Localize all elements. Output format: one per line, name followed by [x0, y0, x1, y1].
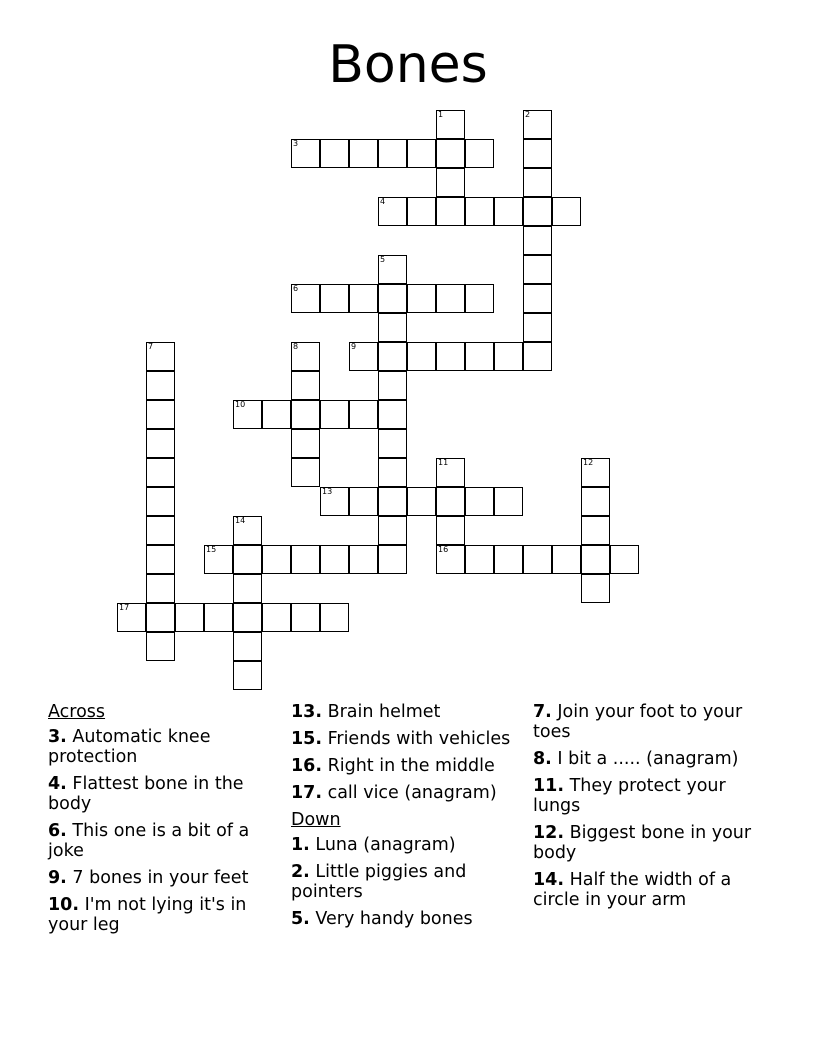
grid-cell[interactable]: [494, 545, 523, 574]
grid-cell[interactable]: [552, 545, 581, 574]
clue-number: 2: [525, 110, 531, 119]
clue-item-text: Brain helmet: [322, 702, 441, 722]
grid-cell[interactable]: [320, 545, 349, 574]
grid-cell[interactable]: [146, 574, 175, 603]
clue-item: [291, 862, 516, 902]
grid-cell[interactable]: [146, 371, 175, 400]
clue-item-text: Little piggies and pointers: [291, 862, 467, 902]
clue-item: [48, 895, 273, 935]
clue-item-text: Biggest bone in your body: [533, 823, 752, 863]
grid-cell[interactable]: [436, 284, 465, 313]
grid-cell[interactable]: [320, 487, 349, 516]
clue-number: 10: [235, 400, 246, 409]
clue-item: [48, 868, 273, 888]
grid-cell[interactable]: [291, 139, 320, 168]
grid-cell[interactable]: [233, 400, 262, 429]
clue-number: 1: [438, 110, 444, 119]
clue-item-text: This one is a bit of a joke: [48, 821, 250, 861]
grid-cell[interactable]: [378, 284, 407, 313]
grid-cell[interactable]: [407, 487, 436, 516]
grid-cell[interactable]: [523, 284, 552, 313]
clue-item-number: 15.: [291, 729, 323, 749]
grid-cell[interactable]: [233, 545, 262, 574]
clue-item-number: 4.: [48, 774, 67, 794]
clue-number: 11: [438, 458, 449, 467]
grid-cell[interactable]: [436, 487, 465, 516]
clue-item: [533, 870, 763, 910]
grid-cell[interactable]: [407, 284, 436, 313]
clue-item: [533, 776, 763, 816]
clue-item-number: 16.: [291, 756, 323, 776]
clue-item-number: 17.: [291, 783, 323, 803]
across-heading: Across: [48, 702, 106, 722]
grid-cell[interactable]: [436, 168, 465, 197]
grid-cell[interactable]: [349, 487, 378, 516]
grid-cell[interactable]: [378, 197, 407, 226]
clue-item-number: 13.: [291, 702, 323, 722]
clue-item: [533, 823, 763, 863]
clue-item: [48, 774, 273, 814]
grid-cell[interactable]: [291, 400, 320, 429]
clue-item: [291, 909, 516, 929]
grid-cell[interactable]: [146, 487, 175, 516]
grid-cell[interactable]: [523, 197, 552, 226]
clue-item: [291, 783, 516, 803]
grid-cell[interactable]: [233, 661, 262, 690]
grid-cell[interactable]: [320, 603, 349, 632]
clue-item-number: 1.: [291, 835, 310, 855]
clue-number: 9: [351, 342, 357, 351]
grid-cell[interactable]: [378, 342, 407, 371]
clue-number: 4: [380, 197, 386, 206]
grid-cell[interactable]: [436, 197, 465, 226]
clue-item-number: 3.: [48, 727, 67, 747]
grid-cell[interactable]: [117, 603, 146, 632]
grid-cell[interactable]: [523, 168, 552, 197]
clue-item-number: 10.: [48, 895, 80, 915]
clue-number: 16: [438, 545, 449, 554]
grid-cell[interactable]: [407, 139, 436, 168]
grid-cell[interactable]: [291, 371, 320, 400]
grid-cell[interactable]: [349, 284, 378, 313]
puzzle-title: Bones: [328, 35, 488, 95]
clue-item-text: I'm not lying it's in your leg: [48, 895, 247, 935]
grid-cell[interactable]: [291, 284, 320, 313]
clue-item-text: Luna (anagram): [309, 835, 456, 855]
clue-item-text: I bit a ..... (anagram): [551, 749, 739, 769]
grid-cell[interactable]: [436, 516, 465, 545]
clue-number: 13: [322, 487, 333, 496]
grid-cell[interactable]: [523, 545, 552, 574]
clue-item-text: Half the width of a circle in your arm: [533, 870, 732, 910]
grid-cell[interactable]: [523, 342, 552, 371]
clue-number: 17: [119, 603, 130, 612]
grid-cell[interactable]: [465, 197, 494, 226]
grid-cell[interactable]: [436, 545, 465, 574]
clue-item-number: 11.: [533, 776, 565, 796]
grid-cell[interactable]: [465, 487, 494, 516]
grid-cell[interactable]: [349, 342, 378, 371]
grid-cell[interactable]: [378, 255, 407, 284]
clue-item-number: 7.: [533, 702, 552, 722]
clue-item-number: 2.: [291, 862, 310, 882]
grid-cell[interactable]: [407, 342, 436, 371]
clues-column-1: [48, 702, 273, 942]
grid-cell[interactable]: [378, 545, 407, 574]
grid-cell[interactable]: [146, 545, 175, 574]
grid-cell[interactable]: [233, 632, 262, 661]
clue-item: [533, 749, 763, 769]
grid-cell[interactable]: [349, 139, 378, 168]
grid-cell[interactable]: [523, 255, 552, 284]
grid-cell[interactable]: [175, 603, 204, 632]
clue-item-text: Friends with vehicles: [322, 729, 511, 749]
grid-cell[interactable]: [233, 603, 262, 632]
grid-cell[interactable]: [291, 429, 320, 458]
grid-cell[interactable]: [523, 313, 552, 342]
clue-number: 5: [380, 255, 386, 264]
grid-cell[interactable]: [581, 516, 610, 545]
clue-item: [48, 727, 273, 767]
clue-item: [48, 821, 273, 861]
grid-cell[interactable]: [349, 400, 378, 429]
grid-cell[interactable]: [262, 603, 291, 632]
clue-item-text: Flattest bone in the body: [48, 774, 244, 814]
grid-cell[interactable]: [204, 603, 233, 632]
grid-cell[interactable]: [581, 545, 610, 574]
grid-cell[interactable]: [146, 429, 175, 458]
clue-item: [291, 835, 516, 855]
clue-item-text: Very handy bones: [309, 909, 473, 929]
grid-cell[interactable]: [320, 139, 349, 168]
grid-cell[interactable]: [146, 400, 175, 429]
clue-item-number: 6.: [48, 821, 67, 841]
grid-cell[interactable]: [494, 197, 523, 226]
grid-cell[interactable]: [378, 139, 407, 168]
clue-item-number: 12.: [533, 823, 565, 843]
grid-cell[interactable]: [146, 458, 175, 487]
grid-cell[interactable]: [552, 197, 581, 226]
clue-number: 8: [293, 342, 299, 351]
grid-cell[interactable]: [320, 400, 349, 429]
clues-column-2: [291, 702, 516, 936]
clue-number: 6: [293, 284, 299, 293]
grid-cell[interactable]: [378, 371, 407, 400]
grid-cell[interactable]: [581, 487, 610, 516]
clue-item-text: They protect your lungs: [533, 776, 726, 816]
clue-item-text: Right in the middle: [322, 756, 495, 776]
grid-cell[interactable]: [320, 284, 349, 313]
grid-cell[interactable]: [436, 458, 465, 487]
clue-item: [291, 756, 516, 776]
grid-cell[interactable]: [378, 400, 407, 429]
grid-cell[interactable]: [146, 603, 175, 632]
clue-number: 12: [583, 458, 594, 467]
grid-cell[interactable]: [523, 226, 552, 255]
clue-item-number: 9.: [48, 868, 67, 888]
grid-cell[interactable]: [523, 139, 552, 168]
grid-cell[interactable]: [349, 545, 378, 574]
down-heading: Down: [291, 810, 341, 830]
clue-number: 3: [293, 139, 299, 148]
grid-cell[interactable]: [523, 110, 552, 139]
clue-item-number: 14.: [533, 870, 565, 890]
clue-item-text: Automatic knee protection: [48, 727, 211, 767]
grid-cell[interactable]: [233, 516, 262, 545]
grid-cell[interactable]: [465, 284, 494, 313]
grid-cell[interactable]: [262, 545, 291, 574]
clue-item-text: call vice (anagram): [322, 783, 497, 803]
grid-cell[interactable]: [378, 429, 407, 458]
clues-column-3: [533, 702, 763, 917]
grid-cell[interactable]: [494, 487, 523, 516]
grid-cell[interactable]: [378, 313, 407, 342]
grid-cell[interactable]: [378, 458, 407, 487]
grid-cell[interactable]: [407, 197, 436, 226]
clue-item-number: 5.: [291, 909, 310, 929]
grid-cell[interactable]: [146, 632, 175, 661]
grid-cell[interactable]: [146, 516, 175, 545]
grid-cell[interactable]: [291, 342, 320, 371]
grid-cell[interactable]: [436, 110, 465, 139]
grid-cell[interactable]: [465, 139, 494, 168]
grid-cell[interactable]: [494, 342, 523, 371]
grid-cell[interactable]: [291, 545, 320, 574]
clue-number: 14: [235, 516, 246, 525]
clue-number: 15: [206, 545, 217, 554]
grid-cell[interactable]: [291, 603, 320, 632]
grid-cell[interactable]: [146, 342, 175, 371]
grid-cell[interactable]: [378, 487, 407, 516]
clue-number: 7: [148, 342, 154, 351]
clue-item-number: 8.: [533, 749, 552, 769]
grid-cell[interactable]: [436, 342, 465, 371]
grid-cell[interactable]: [465, 342, 494, 371]
clue-item: [533, 702, 763, 742]
clue-item-text: Join your foot to your toes: [533, 702, 743, 742]
grid-cell[interactable]: [233, 574, 262, 603]
grid-cell[interactable]: [262, 400, 291, 429]
grid-cell[interactable]: [436, 139, 465, 168]
grid-cell[interactable]: [291, 458, 320, 487]
clue-item: [291, 702, 516, 722]
grid-cell[interactable]: [610, 545, 639, 574]
grid-cell[interactable]: [204, 545, 233, 574]
clue-item: [291, 729, 516, 749]
grid-cell[interactable]: [465, 545, 494, 574]
clue-item-text: 7 bones in your feet: [66, 868, 249, 888]
grid-cell[interactable]: [378, 516, 407, 545]
grid-cell[interactable]: [581, 574, 610, 603]
grid-cell[interactable]: [581, 458, 610, 487]
